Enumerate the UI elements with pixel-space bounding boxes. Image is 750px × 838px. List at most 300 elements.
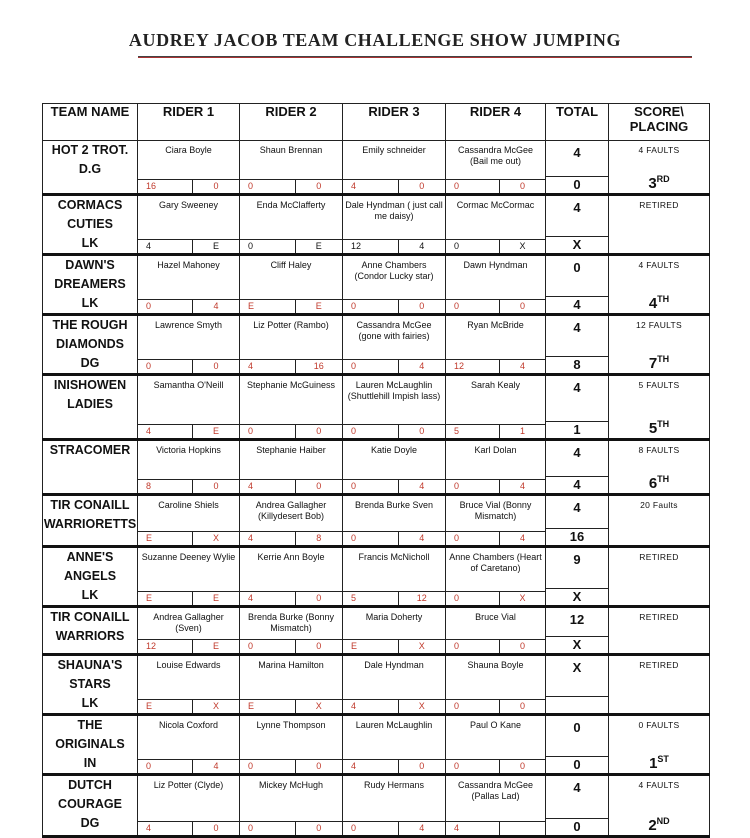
total-round-1: 4 [573, 200, 581, 215]
total-cell [546, 607, 609, 655]
team-name-line: COURAGE [58, 797, 122, 811]
rider-name: Maria Doherty [365, 612, 423, 622]
rider-cell [138, 547, 240, 607]
round-1-faults: 4 [240, 360, 296, 373]
placing-cell [609, 141, 710, 195]
table-row [43, 715, 710, 775]
header-placing [609, 104, 710, 141]
rider-scores [138, 299, 239, 313]
rider-cell [240, 440, 343, 495]
team-name-line: LK [81, 696, 99, 710]
rider-scores [240, 239, 342, 253]
round-2-faults: 4 [519, 361, 525, 371]
placing-cell [609, 607, 710, 655]
team-name-line: THE ORIGINALS [55, 718, 125, 751]
rider-scores [343, 424, 445, 438]
placing-number: 2 [648, 817, 657, 834]
header-placing-line2: PLACING [629, 119, 689, 134]
team-name-line: LK [81, 588, 99, 602]
table-row [43, 495, 710, 547]
total-cell [546, 715, 609, 775]
rider-cell [343, 440, 446, 495]
team-name-line: DUTCH [68, 778, 112, 792]
rider-name: Anne Chambers (Condor Lucky star) [354, 260, 434, 281]
round-2-faults: 4 [419, 241, 425, 251]
rider-cell [138, 375, 240, 440]
round-1-faults: 0 [240, 180, 296, 193]
placing-cell [609, 715, 710, 775]
team-name-line: DG [80, 816, 100, 830]
rider-name: Brenda Burke (Bonny Mismatch) [247, 612, 335, 633]
rider-scores [138, 531, 239, 545]
round-2-faults: 0 [519, 181, 525, 191]
round-2-faults: 0 [316, 593, 322, 603]
round-2-faults: 16 [313, 361, 324, 371]
team-name-cell [43, 655, 138, 715]
total-round-1: 0 [573, 260, 581, 275]
rider-scores [138, 699, 239, 713]
rider-name: Lynne Thompson [256, 720, 326, 730]
round-1-faults: 4 [240, 592, 296, 605]
team-name-cell [43, 440, 138, 495]
rider-scores [240, 299, 342, 313]
rider-name: Liz Potter (Rambo) [253, 320, 329, 330]
rider-scores [138, 591, 239, 605]
rider-scores [446, 639, 545, 653]
team-name-cell [43, 141, 138, 195]
total-round-2: 4 [546, 296, 608, 313]
team-name-line: HOT 2 TROT. [51, 143, 129, 157]
round-2-faults: E [315, 301, 322, 311]
round-1-faults: 0 [138, 360, 193, 373]
round-2-faults: X [418, 641, 425, 651]
rider-cell [446, 195, 546, 255]
faults-note: 4 FAULTS [638, 260, 680, 270]
rider-name: Lauren McLaughlin (Shuttlehill Impish lass) [347, 380, 441, 401]
round-2-faults: 4 [519, 481, 525, 491]
round-1-faults: 0 [446, 480, 500, 493]
rider-name: Suzanne Deeney Wylie [141, 552, 236, 562]
faults-note: 5 FAULTS [638, 380, 680, 390]
round-1-faults: 4 [446, 822, 500, 835]
round-1-faults: E [138, 592, 193, 605]
placing-cell [609, 495, 710, 547]
rider-name: Cormac McCormac [456, 200, 535, 210]
rider-scores [138, 479, 239, 493]
rider-cell [343, 547, 446, 607]
rider-cell [343, 655, 446, 715]
total-cell [546, 440, 609, 495]
rider-cell [138, 195, 240, 255]
placing-suffix: RD [656, 174, 670, 184]
total-cell [546, 141, 609, 195]
round-2-faults: 0 [316, 481, 322, 491]
rider-cell [446, 315, 546, 375]
round-1-faults: 0 [343, 480, 399, 493]
rider-scores [343, 821, 445, 835]
rider-scores [446, 699, 545, 713]
rider-name: Rudy Hermans [363, 780, 425, 790]
total-round-1: 4 [573, 320, 581, 335]
round-1-faults: 0 [446, 640, 500, 653]
team-name-cell [43, 715, 138, 775]
total-cell [546, 375, 609, 440]
round-1-faults: 4 [138, 240, 193, 253]
rider-cell [138, 495, 240, 547]
faults-note: RETIRED [639, 660, 679, 670]
title-underline [138, 56, 692, 58]
round-2-faults: 0 [419, 426, 425, 436]
round-1-faults: 5 [446, 425, 500, 438]
rider-cell [138, 315, 240, 375]
round-2-faults: X [315, 701, 322, 711]
placing-number: 7 [648, 355, 658, 372]
rider-cell [240, 495, 343, 547]
round-2-faults: 0 [419, 301, 425, 311]
round-2-faults: E [315, 241, 322, 251]
rider-cell [343, 375, 446, 440]
team-name-cell [43, 607, 138, 655]
round-1-faults: 0 [446, 240, 500, 253]
round-2-faults: 0 [419, 761, 425, 771]
round-2-faults: 0 [316, 641, 322, 651]
round-1-faults: E [138, 700, 193, 713]
rider-cell [240, 655, 343, 715]
rider-name: Louise Edwards [156, 660, 221, 670]
rider-name: Bruce Vial (Bonny Mismatch) [459, 500, 532, 521]
header-rider-1: RIDER 1 [138, 104, 240, 141]
team-name-line: LADIES [67, 397, 113, 411]
rider-scores [138, 359, 239, 373]
rider-scores [446, 179, 545, 193]
total-round-1: 4 [573, 445, 581, 460]
team-name-line: DREAMERS [54, 277, 126, 291]
round-1-faults: 0 [240, 240, 296, 253]
total-cell [546, 775, 609, 837]
faults-note: RETIRED [639, 200, 679, 210]
header-team: TEAM NAME [43, 104, 138, 141]
placing-suffix: TH [657, 419, 670, 429]
round-1-faults: 0 [446, 300, 500, 313]
table-row [43, 315, 710, 375]
round-2-faults: 1 [519, 426, 525, 436]
round-1-faults: 0 [138, 760, 193, 773]
rider-name: Brenda Burke Sven [354, 500, 434, 510]
page-title: AUDREY JACOB TEAM CHALLENGE SHOW JUMPING [128, 30, 622, 50]
table-row [43, 655, 710, 715]
placing-value [609, 354, 709, 372]
team-name-line: STARS [69, 677, 111, 691]
round-2-faults [500, 822, 545, 835]
team-name-line: SHAUNA'S [57, 658, 123, 672]
rider-scores [343, 479, 445, 493]
table-row [43, 255, 710, 315]
rider-scores [446, 359, 545, 373]
rider-cell [446, 495, 546, 547]
rider-scores [138, 179, 239, 193]
placing-value [609, 816, 709, 834]
round-2-faults: E [212, 641, 219, 651]
round-2-faults: X [212, 533, 219, 543]
team-name-line: WARRIORS [55, 629, 125, 643]
team-name-line: LK [81, 296, 99, 310]
total-round-2: X [546, 588, 608, 605]
rider-name: Lauren McLaughlin [355, 720, 433, 730]
round-1-faults: 0 [446, 180, 500, 193]
rider-name: Nicola Coxford [158, 720, 219, 730]
round-2-faults: 0 [213, 181, 219, 191]
round-2-faults: 0 [316, 426, 322, 436]
rider-scores [240, 424, 342, 438]
round-1-faults: 0 [343, 360, 399, 373]
header-total: TOTAL [546, 104, 609, 141]
team-name-line: INISHOWEN [53, 378, 127, 392]
rider-name: Mickey McHugh [258, 780, 323, 790]
total-round-1: 9 [573, 552, 581, 567]
rider-scores [446, 821, 545, 835]
faults-note: 4 FAULTS [638, 145, 680, 155]
round-1-faults: 0 [446, 532, 500, 545]
rider-name: Lawrence Smyth [154, 320, 223, 330]
total-round-1: 4 [573, 780, 581, 795]
round-1-faults: 4 [240, 532, 296, 545]
rider-scores [138, 639, 239, 653]
team-name-line: TIR CONAILL [50, 498, 130, 512]
rider-cell [240, 255, 343, 315]
rider-cell [240, 547, 343, 607]
team-name-cell [43, 255, 138, 315]
round-1-faults: 0 [138, 300, 193, 313]
rider-name: Liz Potter (Clyde) [153, 780, 224, 790]
rider-name: Dawn Hyndman [463, 260, 528, 270]
team-name-line: TIR CONAILL [50, 610, 130, 624]
round-1-faults: 4 [343, 760, 399, 773]
rider-cell [343, 715, 446, 775]
rider-scores [343, 639, 445, 653]
round-1-faults: 16 [138, 180, 193, 193]
round-2-faults: 0 [519, 641, 525, 651]
round-2-faults: 0 [316, 761, 322, 771]
rider-cell [138, 440, 240, 495]
round-1-faults: 0 [343, 532, 399, 545]
rider-cell [240, 141, 343, 195]
round-1-faults: 0 [343, 300, 399, 313]
round-2-faults: 0 [519, 701, 525, 711]
rider-name: Shaun Brennan [259, 145, 323, 155]
total-round-2 [546, 696, 608, 713]
placing-suffix: TH [657, 354, 670, 364]
total-round-1: 12 [569, 612, 585, 627]
team-name-cell [43, 375, 138, 440]
placing-number: 6 [648, 475, 658, 492]
rider-scores [343, 299, 445, 313]
team-name-line: WARRIORETTS [43, 517, 137, 531]
placing-number: 5 [648, 420, 658, 437]
round-1-faults: 4 [343, 180, 399, 193]
rider-scores [240, 179, 342, 193]
total-round-1: 0 [573, 720, 581, 735]
round-2-faults: 0 [213, 361, 219, 371]
rider-cell [446, 375, 546, 440]
team-name-cell [43, 775, 138, 837]
rider-cell [343, 195, 446, 255]
team-name-cell [43, 495, 138, 547]
team-name-line: IN [83, 756, 97, 770]
header-row [43, 104, 710, 141]
rider-scores [240, 591, 342, 605]
placing-cell [609, 547, 710, 607]
round-1-faults: 12 [446, 360, 500, 373]
placing-value [609, 174, 709, 192]
total-round-2: X [546, 636, 608, 653]
rider-scores [446, 531, 545, 545]
round-1-faults: 0 [343, 425, 399, 438]
rider-cell [343, 315, 446, 375]
rider-scores [138, 759, 239, 773]
round-1-faults: 4 [240, 480, 296, 493]
faults-note: 8 FAULTS [638, 445, 680, 455]
table-row [43, 547, 710, 607]
rider-cell [138, 141, 240, 195]
team-name-cell [43, 547, 138, 607]
round-2-faults: 4 [213, 301, 219, 311]
rider-cell [446, 547, 546, 607]
rider-name: Andrea Gallagher (Killydesert Bob) [255, 500, 327, 521]
rider-cell [343, 495, 446, 547]
rider-cell [240, 195, 343, 255]
round-2-faults: E [212, 426, 219, 436]
round-2-faults: 0 [213, 481, 219, 491]
rider-scores [446, 591, 545, 605]
rider-name: Stephanie McGuiness [246, 380, 336, 390]
header-rider-2: RIDER 2 [240, 104, 343, 141]
rider-name: Karl Dolan [474, 445, 517, 455]
table-row [43, 195, 710, 255]
round-2-faults: 0 [213, 823, 219, 833]
rider-name: Victoria Hopkins [156, 445, 221, 455]
placing-value [609, 754, 709, 772]
round-2-faults: 4 [213, 761, 219, 771]
round-1-faults: 4 [138, 822, 193, 835]
team-name-cell [43, 315, 138, 375]
rider-name: Marina Hamilton [258, 660, 324, 670]
round-1-faults: E [343, 640, 399, 653]
placing-cell [609, 440, 710, 495]
round-1-faults: 0 [240, 760, 296, 773]
placing-cell [609, 775, 710, 837]
rider-name: Caroline Shiels [158, 500, 219, 510]
round-2-faults: 0 [519, 301, 525, 311]
faults-note: 20 Faults [640, 500, 678, 510]
rider-name: Kerrie Ann Boyle [257, 552, 325, 562]
placing-number: 3 [648, 175, 657, 192]
total-cell [546, 547, 609, 607]
placing-cell [609, 315, 710, 375]
rider-scores [343, 239, 445, 253]
rider-name: Sarah Kealy [470, 380, 521, 390]
placing-value [609, 474, 709, 492]
rider-name: Ciara Boyle [165, 145, 212, 155]
rider-cell [446, 440, 546, 495]
rider-name: Bruce Vial [475, 612, 516, 622]
rider-cell [446, 715, 546, 775]
round-1-faults: E [240, 300, 296, 313]
round-1-faults: 0 [343, 822, 399, 835]
team-name-line: LK [81, 236, 99, 250]
table-row [43, 440, 710, 495]
total-round-1: 4 [573, 380, 581, 395]
rider-cell [343, 775, 446, 837]
rider-name: Andrea Gallagher (Sven) [153, 612, 224, 633]
header-rider-3: RIDER 3 [343, 104, 446, 141]
round-2-faults: 0 [316, 181, 322, 191]
total-round-1: 4 [573, 145, 581, 160]
faults-note: 4 FAULTS [638, 780, 680, 790]
round-1-faults: 0 [240, 822, 296, 835]
round-2-faults: 0 [519, 761, 525, 771]
results-table [42, 103, 710, 838]
rider-cell [446, 775, 546, 837]
rider-scores [240, 639, 342, 653]
rider-scores [343, 591, 445, 605]
rider-scores [343, 699, 445, 713]
round-2-faults: X [519, 593, 526, 603]
round-2-faults: X [418, 701, 425, 711]
rider-cell [240, 375, 343, 440]
rider-name: Emily schneider [362, 145, 426, 155]
rider-scores [343, 531, 445, 545]
round-2-faults: 4 [419, 533, 425, 543]
table-row [43, 141, 710, 195]
team-name-line: CORMACS CUTIES [57, 198, 123, 231]
rider-name: Gary Sweeney [158, 200, 219, 210]
rider-scores [446, 759, 545, 773]
rider-scores [138, 821, 239, 835]
round-1-faults: 8 [138, 480, 193, 493]
round-2-faults: E [212, 593, 219, 603]
total-cell [546, 195, 609, 255]
round-2-faults: 4 [419, 361, 425, 371]
placing-suffix: ST [657, 754, 669, 764]
placing-cell [609, 195, 710, 255]
total-round-1: 4 [573, 500, 581, 515]
round-1-faults: 12 [343, 240, 399, 253]
table-body [43, 141, 710, 837]
round-1-faults: 0 [240, 640, 296, 653]
rider-name: Dale Hyndman ( just call me daisy) [345, 200, 443, 221]
round-1-faults: E [138, 532, 193, 545]
total-round-2: 1 [546, 421, 608, 438]
rider-name: Cliff Haley [270, 260, 312, 270]
rider-name: Hazel Mahoney [157, 260, 220, 270]
table-row [43, 775, 710, 837]
rider-scores [240, 821, 342, 835]
total-round-2: 8 [546, 356, 608, 373]
faults-note: RETIRED [639, 552, 679, 562]
total-round-2: 0 [546, 176, 608, 193]
rider-cell [343, 255, 446, 315]
team-name-cell [43, 195, 138, 255]
rider-cell [446, 255, 546, 315]
rider-name: Shauna Boyle [467, 660, 524, 670]
total-cell [546, 655, 609, 715]
round-1-faults: 0 [240, 425, 296, 438]
rider-cell [446, 655, 546, 715]
rider-scores [240, 699, 342, 713]
round-2-faults: 4 [419, 823, 425, 833]
header-placing-line1: SCORE\ [634, 104, 684, 119]
rider-name: Paul O Kane [469, 720, 522, 730]
